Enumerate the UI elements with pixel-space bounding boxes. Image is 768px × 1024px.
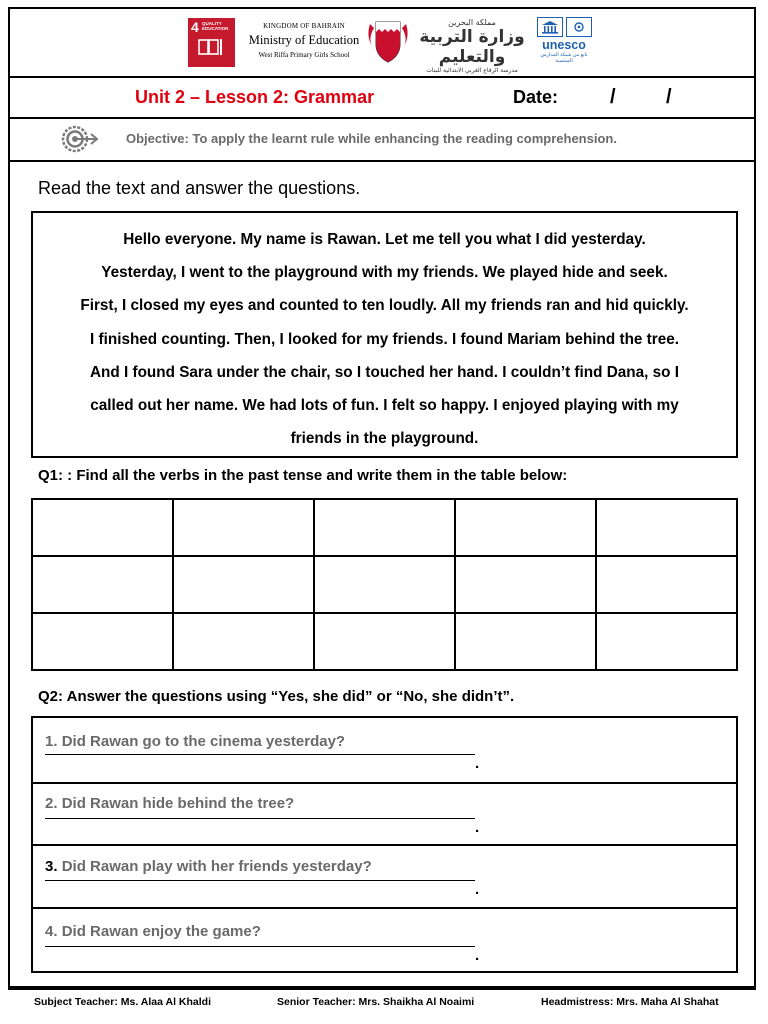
sdg-number: 4 [191, 19, 199, 35]
answer-period: . [475, 881, 480, 898]
answer-cell[interactable] [173, 556, 314, 613]
unesco-logo [533, 17, 595, 69]
answer-line[interactable] [45, 880, 475, 881]
answer-cell[interactable] [455, 613, 596, 670]
passage-line: And I found Sara under the chair, so I touched her hand. I couldn’t find Dana, so I [90, 363, 679, 381]
date-label: Date: [513, 87, 559, 107]
answer-line[interactable] [45, 818, 475, 819]
question-text: Did Rawan play with her friends yesterday? [61, 858, 372, 875]
ministry-label: Ministry of Education [248, 33, 360, 47]
lesson-title: Unit 2 – Lesson 2: Grammar [135, 87, 375, 107]
unesco-wordmark: unesco [542, 38, 586, 52]
question-number: 3. [45, 858, 58, 875]
arabic-school-label: مدرسة الرفاع الغربي الابتدائية للبنات [426, 67, 518, 74]
senior-teacher-label: Senior Teacher: Mrs. Shaikha Al Noaimi [277, 996, 475, 1008]
footer-divider [8, 988, 756, 990]
title-divider [8, 117, 756, 119]
answer-cell[interactable] [596, 556, 737, 613]
answer-period: . [475, 947, 480, 964]
question-number: 4. [45, 923, 58, 940]
answer-cell[interactable] [455, 499, 596, 556]
question-text: Did Rawan go to the cinema yesterday? [61, 733, 346, 750]
subject-teacher-label: Subject Teacher: Ms. Alaa Al Khaldi [34, 996, 211, 1008]
ministry-text-block [240, 22, 368, 59]
objective-divider [8, 160, 756, 162]
sdg-quality-education-logo [188, 18, 235, 67]
kingdom-label: KINGDOM OF BAHRAIN [263, 22, 345, 30]
date-slash-1: / [610, 86, 616, 108]
arabic-ministry-label: وزارة التربية والتعليم [419, 27, 525, 67]
answer-cell[interactable] [173, 613, 314, 670]
answer-cell[interactable] [314, 499, 455, 556]
passage-line: First, I closed my eyes and counted to ten loudly. All my friends ran and hid quickly. [80, 297, 689, 315]
question-2 [45, 795, 294, 812]
arabic-kingdom-label: مملكة البحرين [448, 18, 496, 27]
unesco-network-label: تابع من شبكة المدارس المنتسبة [540, 52, 588, 64]
answer-period: . [475, 755, 480, 772]
answer-cell[interactable] [32, 613, 173, 670]
answer-period: . [475, 819, 480, 836]
passage-line: Hello everyone. My name is Rawan. Let me tell you what I did yesterday. [123, 231, 646, 248]
table-row [32, 556, 737, 613]
arabic-ministry-logo [414, 18, 530, 74]
row-divider [33, 907, 736, 909]
school-label: West Riffa Primary Girls School [258, 51, 350, 59]
answer-cell[interactable] [455, 556, 596, 613]
answer-cell[interactable] [32, 556, 173, 613]
answer-line[interactable] [45, 946, 475, 947]
passage-line: Yesterday, I went to the playground with my friends. We played hide and seek. [101, 264, 668, 282]
header-divider [8, 76, 756, 78]
question-number: 1. [45, 733, 58, 750]
question-1-heading: Q1: : Find all the verbs in the past tense and write them in the table below: [38, 467, 568, 484]
question-text: Did Rawan enjoy the game? [61, 923, 261, 940]
temple-icon [537, 17, 563, 37]
answer-cell[interactable] [173, 499, 314, 556]
reading-passage [31, 211, 738, 458]
question-number: 2. [45, 795, 58, 812]
passage-line: I finished counting. Then, I looked for my friends. I found Mariam behind the tree. [90, 330, 679, 348]
objective-text: Objective: To apply the learnt rule while enhancing the reading comprehension. [126, 131, 617, 146]
passage-line: called out her name. We had lots of fun. I felt so happy. I enjoyed playing with my [90, 397, 679, 415]
row-divider [33, 782, 736, 784]
answer-cell[interactable] [314, 556, 455, 613]
answer-cell[interactable] [314, 613, 455, 670]
answer-line[interactable] [45, 754, 475, 755]
passage-line: friends in the playground. [290, 430, 479, 448]
book-pencil-icon [198, 38, 224, 58]
network-icon [566, 17, 592, 37]
question-2-heading: Q2: Answer the questions using “Yes, she did” or “No, she didn’t”. [38, 688, 515, 705]
row-divider [33, 844, 736, 846]
answer-cell[interactable] [596, 613, 737, 670]
target-arrow-icon [60, 124, 100, 154]
sdg-label: QUALITY EDUCATION [202, 21, 229, 31]
bahrain-emblem-icon [364, 18, 412, 64]
answer-cell[interactable] [32, 499, 173, 556]
question-1 [45, 733, 345, 750]
verbs-answer-table [31, 498, 738, 671]
questions-box [31, 716, 738, 973]
answer-cell[interactable] [596, 499, 737, 556]
table-row [32, 499, 737, 556]
question-text: Did Rawan hide behind the tree? [61, 795, 295, 812]
question-3 [45, 858, 372, 875]
headmistress-label: Headmistress: Mrs. Maha Al Shahat [541, 996, 719, 1008]
reading-instruction: Read the text and answer the questions. [38, 178, 361, 198]
question-4 [45, 923, 261, 940]
table-row [32, 613, 737, 670]
date-slash-2: / [666, 86, 672, 108]
